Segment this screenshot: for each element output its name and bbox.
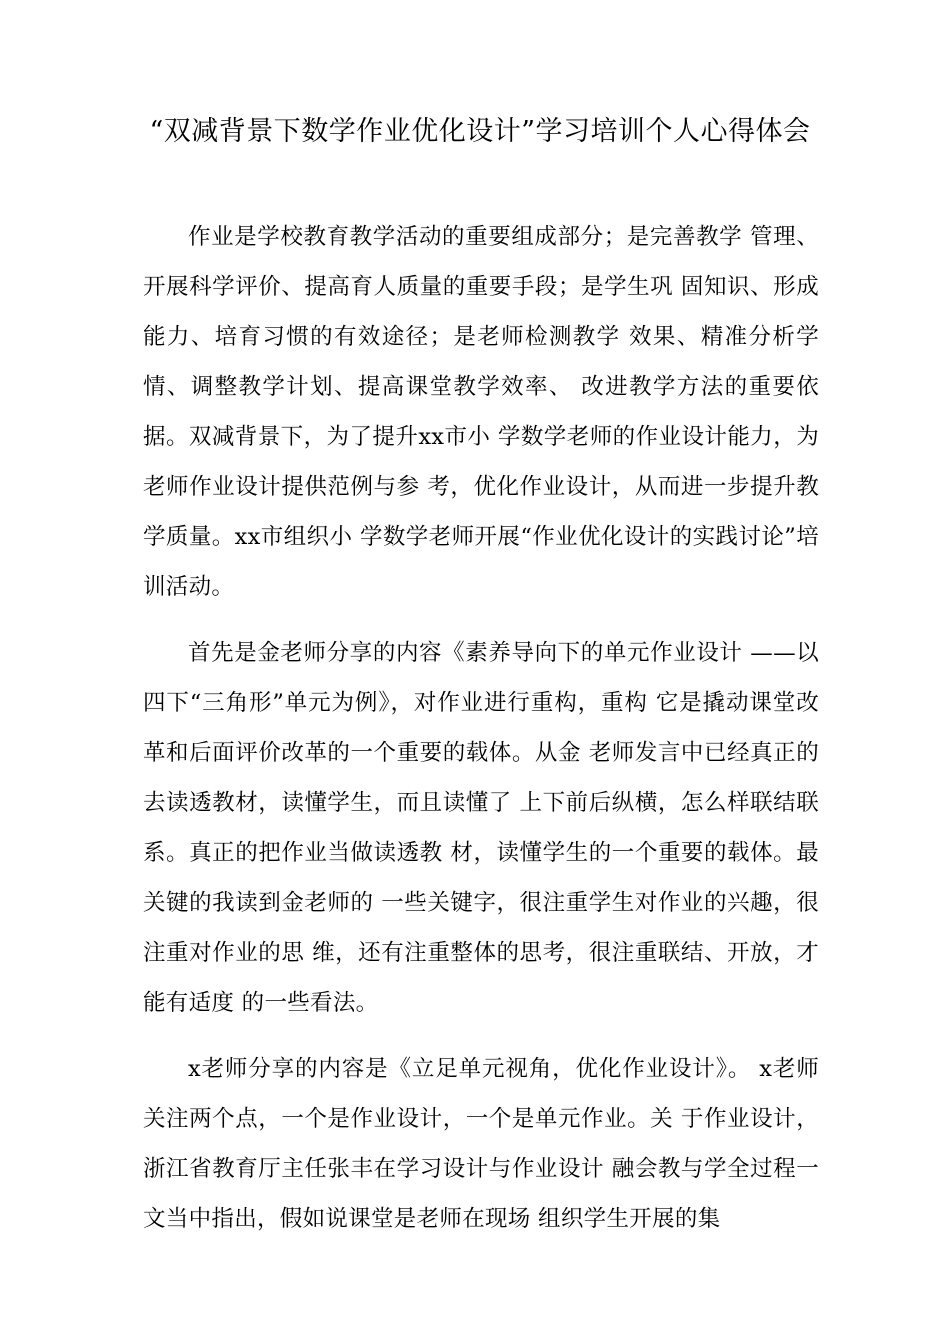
- body-paragraph: x老师分享的内容是《立足单元视角，优化作业设计》。 x老师关注两个点，一个是作业设计，一个是单元作业。关 于作业设计，浙江省教育厅主任张丰在学习设计与作业设计 融会教与学全过程一文当中指出，假如说课堂是老师在现场 组织学生开展的集: [143, 1056, 819, 1232]
- document-body: [143, 212, 819, 1244]
- document-title: “双减背景下数学作业优化设计”学习培训个人心得体会: [149, 116, 811, 147]
- body-paragraph: 首先是金老师分享的内容《素养导向下的单元作业设计 ——以四下“三角形”单元为例》，对作业进行重构，重构 它是撬动课堂改革和后面评价改革的一个重要的载体。从金 老师发言中已经真正的去读透教材，读懂学生，而且读懂了 上下前后纵横，怎么样联结联系。真正的把作业当做读透教 材，读懂学生的一个重要的载体。最关键的我读到金老师的 一些关键字，很注重学生对作业的兴趣，很注重对作业的思 维，还有注重整体的思考，很注重联结、开放，才能有适度 的一些看法。: [143, 640, 819, 1016]
- body-paragraph: 作业是学校教育教学活动的重要组成部分；是完善教学 管理、开展科学评价、提高育人质量的重要手段；是学生巩 固知识、形成能力、培育习惯的有效途径；是老师检测教学 效果、精准分析学情、调整教学计划、提高课堂教学效率、 改进教学方法的重要依据。双减背景下，为了提升xx市小 学数学老师的作业设计能力，为老师作业设计提供范例与参 考，优化作业设计，从而进一步提升教学质量。xx市组织小 学数学老师开展“作业优化设计的实践讨论”培训活动。: [143, 224, 819, 600]
